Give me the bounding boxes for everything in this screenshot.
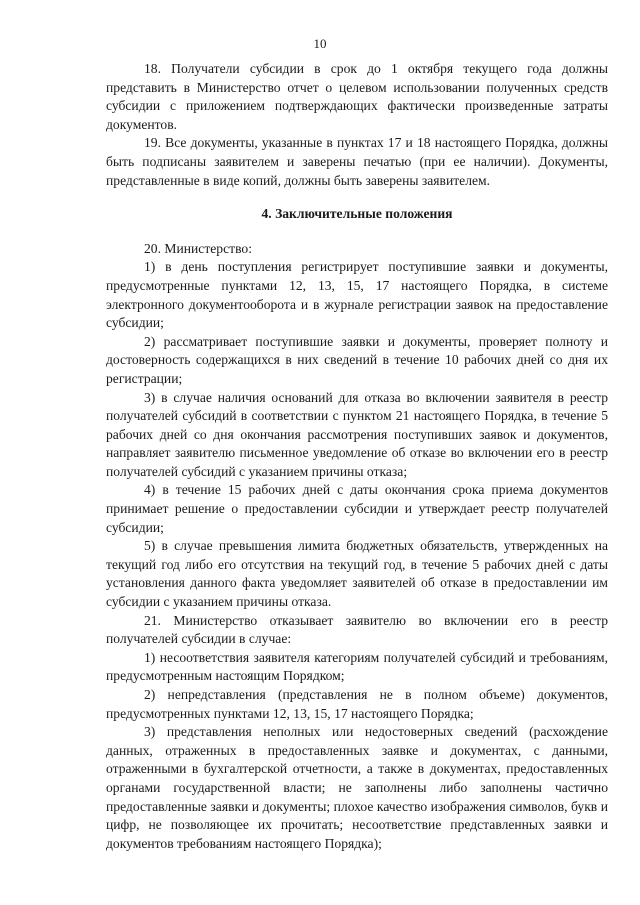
page-number: 10 [313, 36, 327, 51]
list-item: 3) в случае наличия оснований для отказа во включении заявителя в реестр получателей субсидий в соответствии с пунктом 21 настоящего Порядка, в течение 5 рабочих дней со дня окончания рассмотрения поступивших заявок и документов, направляет заявителю письменное уведомление об отказе во включении его в реестр получателей субсидий с указанием причины отказа; [106, 389, 608, 479]
list-item: 1) в день поступления регистрирует поступившие заявки и документы, предусмотренные пунктами 12, 13, 15, 17 настоящего Порядка, в системе электронного документооборота и в журнале регистрации заявок на предоставление субсидии; [106, 259, 608, 331]
list-item: 2) непредставления (представления не в полном объеме) документов, предусмотренных пунктами 12, 13, 15, 17 настоящего Порядка; [106, 687, 608, 721]
paragraph-18: 18. Получатели субсидии в срок до 1 октября текущего года должны представить в Министерство отчет о целевом использовании полученных средств субсидии с приложением подтверждающих фактически произведенные затраты документов. [106, 61, 608, 132]
list-item: 1) несоответствия заявителя категориям получателей субсидий и требованиям, предусмотренным настоящим Порядком; [106, 649, 608, 684]
list-item: 2) рассматривает поступившие заявки и документы, проверяет полноту и достоверность содержащихся в них сведений в течение 10 рабочих дней со дня их регистрации; [106, 333, 608, 386]
section-heading: 4. Заключительные положения [261, 206, 453, 222]
list-item: 4) в течение 15 рабочих дней с даты окончания срока приема документов принимает решение о предоставлении субсидии и утверждает реестр получателей субсидии; [106, 482, 608, 535]
paragraph-20-intro: 20. Министерство: [144, 240, 252, 256]
list-item: 3) представления неполных или недостоверных сведений (расхождение данных, отраженных в предоставленных заявке и документах, с данными, отраженными в бухгалтерской отчетности, а также в документах, предоставленных органами государственной власти; не заполнены либо заполнены частично предоставленные заявки и документы; плохое качество изображения символов, букв и цифр, не позволяющее их прочитать; несоответствие представленных заявки и документов требованиям настоящего Порядка); [106, 724, 608, 851]
paragraph-19: 19. Все документы, указанные в пунктах 17 и 18 настоящего Порядка, должны быть подписаны заявителем и заверены печатью (при ее наличии). Документы, представленные в виде копий, должны быть заверены заявителем. [106, 135, 608, 188]
document-body [106, 60, 608, 853]
list-item: 5) в случае превышения лимита бюджетных обязательств, утвержденных на текущий год либо его отсутствия на текущий год, в течение 5 рабочих дней с даты установления данного факта уведомляет заявителей об отказе в предоставлении им субсидии с указанием причины отказа. [106, 538, 608, 610]
paragraph-21-intro: 21. Министерство отказывает заявителю во включении его в реестр получателей субсидии в случае: [106, 612, 608, 647]
